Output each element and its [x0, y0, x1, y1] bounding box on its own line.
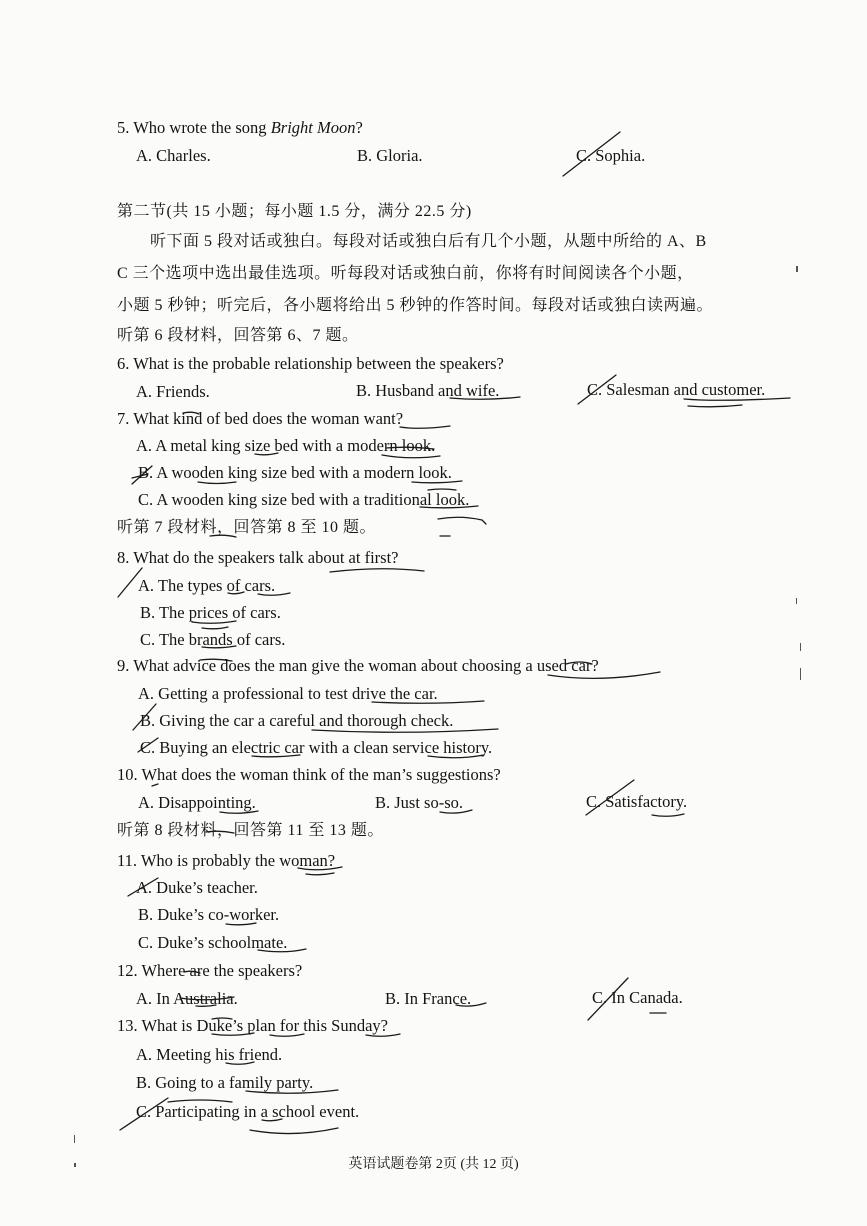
margin-speck — [74, 1163, 76, 1167]
question-6: 6. What is the probable relationship between the speakers? — [117, 354, 504, 373]
option-9a: A. Getting a professional to test drive the car. — [138, 684, 438, 703]
question-5 — [117, 118, 363, 138]
option-7b: B. A wooden king size bed with a modern look. — [138, 463, 452, 482]
option-11a: A. Duke’s teacher. — [136, 878, 258, 897]
option-9c: C. Buying an electric car with a clean service history. — [140, 738, 493, 757]
margin-speck — [800, 643, 801, 651]
option-8a: A. The types of cars. — [138, 576, 276, 595]
question-5-end: ? — [355, 118, 363, 137]
question-5-text: 5. Who wrote the song — [117, 118, 271, 137]
underline-school-event — [250, 1128, 338, 1134]
option-11b: B. Duke’s co-worker. — [138, 905, 280, 924]
option-12c: C. In Canada. — [592, 988, 683, 1007]
option-8b: B. The prices of cars. — [140, 603, 281, 622]
question-7: 7. What kind of bed does the woman want? — [117, 409, 404, 428]
option-10c: C. Satisfactory. — [586, 792, 688, 811]
option-13b: B. Going to a family party. — [136, 1073, 314, 1092]
margin-speck — [796, 598, 797, 604]
margin-speck — [74, 1135, 75, 1143]
question-8: 8. What do the speakers talk about at first? — [117, 548, 399, 567]
underline-want — [400, 426, 450, 428]
instructions-line-1: 听下面 5 段对话或独白。每段对话或独白后有几个小题，从题中所给的 A、B — [150, 233, 707, 250]
material-8-heading: 听第 8 段材料，回答第 11 至 13 题。 — [117, 822, 384, 839]
instructions-line-3: 小题 5 秒钟；听完后，各小题将给出 5 秒钟的作答时间。每段对话或独白读两遍。 — [117, 297, 714, 314]
option-5a: A. Charles. — [136, 146, 211, 165]
option-13c: C. Participating in a school event. — [136, 1102, 360, 1121]
option-12a: A. In Australia. — [136, 989, 238, 1008]
song-title: Bright Moon — [270, 118, 356, 137]
question-11: 11. Who is probably the woman? — [117, 851, 336, 870]
option-6a: A. Friends. — [136, 382, 210, 401]
underline-about-first — [330, 569, 424, 572]
option-8c: C. The brands of cars. — [140, 630, 286, 649]
option-13a: A. Meeting his friend. — [136, 1045, 283, 1064]
option-5b: B. Gloria. — [357, 146, 423, 165]
option-6c: C. Salesman and customer. — [587, 380, 766, 399]
option-7c: C. A wooden king size bed with a traditional look. — [138, 490, 470, 509]
material-6-heading: 听第 6 段材料，回答第 6、7 题。 — [117, 327, 359, 344]
option-5c: C. Sophia. — [576, 146, 646, 165]
material-7-heading: 听第 7 段材料，回答第 8 至 10 题。 — [117, 519, 377, 536]
question-12: 12. Where are the speakers? — [117, 961, 303, 980]
question-10: 10. What does the woman think of the man’s suggestions? — [117, 765, 501, 784]
section-heading: 第二节(共 15 小题；每小题 1.5 分，满分 22.5 分) — [117, 203, 472, 220]
option-11c: C. Duke’s schoolmate. — [138, 933, 288, 952]
page-footer: 英语试题卷第 2页 (共 12 页) — [348, 1157, 519, 1172]
underline-customer-2 — [688, 405, 742, 407]
option-12b: B. In France. — [385, 989, 472, 1008]
underline-prices-2 — [202, 627, 228, 629]
option-10b: B. Just so-so. — [375, 793, 464, 812]
margin-speck — [800, 668, 801, 680]
option-9b: B. Giving the car a careful and thorough check. — [140, 711, 454, 730]
underline-woman-2 — [306, 873, 334, 875]
question-13: 13. What is Duke’s plan for this Sunday? — [117, 1016, 388, 1035]
question-9: 9. What advice does the man give the woman about choosing a used car? — [117, 656, 599, 675]
stray-mark — [438, 517, 486, 524]
option-6b: B. Husband and wife. — [356, 381, 500, 400]
option-7a: A. A metal king size bed with a modern look. — [136, 436, 436, 455]
instructions-line-2: C 三个选项中选出最佳选项。听每段对话或独白前，你将有时间阅读各个小题， — [117, 265, 694, 282]
underline-satisfactory — [652, 814, 684, 816]
option-10a: A. Disappointing. — [138, 793, 256, 812]
margin-speck — [796, 266, 798, 272]
